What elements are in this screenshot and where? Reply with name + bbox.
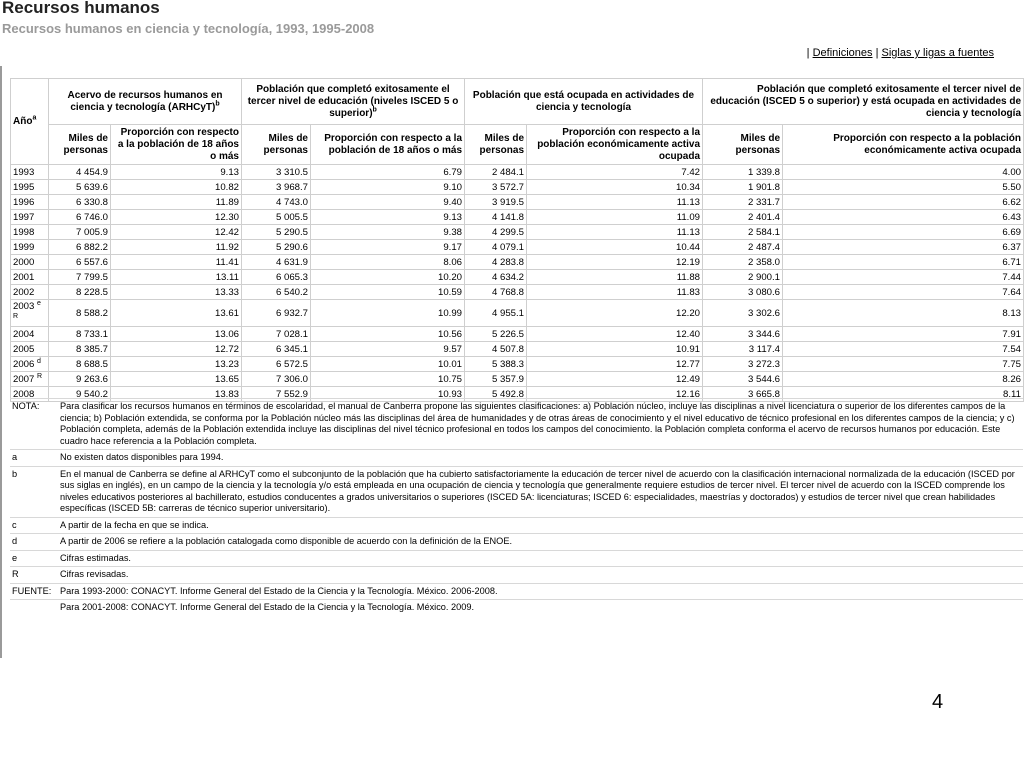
group-header-acervo: Acervo de recursos humanos en ciencia y tecnología (ARHCyT)$^b$ (49, 79, 242, 125)
subheader-proporcion: Proporción con respecto a la población económicamente activa ocupada (783, 125, 1024, 165)
value-cell: 3 968.7 (242, 180, 311, 195)
value-cell: 11.83 (527, 285, 703, 300)
value-cell: 12.42 (111, 225, 242, 240)
table-row (11, 327, 1024, 342)
link-separator: | (806, 47, 810, 59)
note-label: R (10, 567, 58, 584)
value-cell: 6 932.7 (242, 300, 311, 327)
value-cell: 11.13 (527, 225, 703, 240)
value-cell: 7.75 (783, 357, 1024, 372)
value-cell: 4 955.1 (465, 300, 527, 327)
value-cell: 8 228.5 (49, 285, 111, 300)
header-links (807, 47, 994, 59)
note-row (10, 550, 1023, 567)
value-cell: 10.93 (311, 387, 465, 402)
value-cell: 8.26 (783, 372, 1024, 387)
link-separator: | (875, 47, 879, 59)
value-cell: 9.17 (311, 240, 465, 255)
value-cell: 12.77 (527, 357, 703, 372)
value-cell: 10.82 (111, 180, 242, 195)
year-cell: 2002 (11, 285, 49, 300)
value-cell: 6 330.8 (49, 195, 111, 210)
value-cell: 12.19 (527, 255, 703, 270)
value-cell: 12.20 (527, 300, 703, 327)
subheader-miles: Miles de personas (49, 125, 111, 165)
year-cell: 2007 $^R$ (11, 372, 49, 387)
value-cell: 6.71 (783, 255, 1024, 270)
table-row (11, 300, 1024, 327)
value-cell: 9 263.6 (49, 372, 111, 387)
table-row (11, 165, 1024, 180)
year-cell: 2003 $^{e R}$ (11, 300, 49, 327)
note-text: No existen datos disponibles para 1994. (58, 450, 1023, 467)
note-row (10, 567, 1023, 584)
subheader-miles: Miles de personas (703, 125, 783, 165)
year-cell: 2000 (11, 255, 49, 270)
note-text: Cifras estimadas. (58, 550, 1023, 567)
year-cell: 2008 (11, 387, 49, 402)
value-cell: 5 639.6 (49, 180, 111, 195)
table-row (11, 180, 1024, 195)
note-text: A partir de 2006 se refiere a la población catalogada como disponible de acuerdo con la definición de la ENOE. (58, 534, 1023, 551)
value-cell: 2 331.7 (703, 195, 783, 210)
note-row (10, 517, 1023, 534)
value-cell: 10.01 (311, 357, 465, 372)
year-cell: 2001 (11, 270, 49, 285)
value-cell: 9.13 (111, 165, 242, 180)
value-cell: 7.44 (783, 270, 1024, 285)
value-cell: 4 283.8 (465, 255, 527, 270)
value-cell: 10.34 (527, 180, 703, 195)
subheader-proporcion: Proporción con respecto a la población de 18 años o más (111, 125, 242, 165)
value-cell: 4 079.1 (465, 240, 527, 255)
value-cell: 3 302.6 (703, 300, 783, 327)
year-cell: 1995 (11, 180, 49, 195)
year-cell: 1998 (11, 225, 49, 240)
value-cell: 5.50 (783, 180, 1024, 195)
year-cell: 2004 (11, 327, 49, 342)
note-label: d (10, 534, 58, 551)
subheader-proporcion: Proporción con respecto a la población económicamente activa ocupada (527, 125, 703, 165)
value-cell: 10.20 (311, 270, 465, 285)
value-cell: 7 552.9 (242, 387, 311, 402)
subheader-miles: Miles de personas (465, 125, 527, 165)
value-cell: 11.09 (527, 210, 703, 225)
value-cell: 4 299.5 (465, 225, 527, 240)
value-cell: 5 357.9 (465, 372, 527, 387)
value-cell: 4 634.2 (465, 270, 527, 285)
note-row (10, 534, 1023, 551)
value-cell: 3 272.3 (703, 357, 783, 372)
value-cell: 7 306.0 (242, 372, 311, 387)
value-cell: 4 141.8 (465, 210, 527, 225)
value-cell: 8.11 (783, 387, 1024, 402)
value-cell: 7 799.5 (49, 270, 111, 285)
value-cell: 3 572.7 (465, 180, 527, 195)
value-cell: 10.75 (311, 372, 465, 387)
value-cell: 5 290.5 (242, 225, 311, 240)
table-row (11, 255, 1024, 270)
value-cell: 11.41 (111, 255, 242, 270)
value-cell: 10.91 (527, 342, 703, 357)
value-cell: 8 588.2 (49, 300, 111, 327)
note-text: Para 1993-2000: CONACYT. Informe General del Estado de la Ciencia y la Tecnología. México. 2006-2008. (58, 583, 1023, 600)
value-cell: 4 454.9 (49, 165, 111, 180)
value-cell: 12.16 (527, 387, 703, 402)
note-row (10, 399, 1023, 450)
table-row (11, 342, 1024, 357)
value-cell: 8.13 (783, 300, 1024, 327)
value-cell: 4 631.9 (242, 255, 311, 270)
page-subtitle: Recursos humanos en ciencia y tecnología, 1993, 1995-2008 (2, 21, 375, 36)
value-cell: 13.65 (111, 372, 242, 387)
value-cell: 6.69 (783, 225, 1024, 240)
value-cell: 5 492.8 (465, 387, 527, 402)
note-text: A partir de la fecha en que se indica. (58, 517, 1023, 534)
value-cell: 3 344.6 (703, 327, 783, 342)
value-cell: 12.49 (527, 372, 703, 387)
value-cell: 4 743.0 (242, 195, 311, 210)
value-cell: 1 339.8 (703, 165, 783, 180)
note-row (10, 466, 1023, 517)
value-cell: 3 080.6 (703, 285, 783, 300)
value-cell: 7.91 (783, 327, 1024, 342)
note-row (10, 450, 1023, 467)
value-cell: 5 226.5 (465, 327, 527, 342)
year-cell: 2006 $^d$ (11, 357, 49, 372)
value-cell: 4.00 (783, 165, 1024, 180)
note-label: NOTA: (10, 399, 58, 450)
value-cell: 6 557.6 (49, 255, 111, 270)
value-cell: 6 746.0 (49, 210, 111, 225)
value-cell: 8.06 (311, 255, 465, 270)
note-text: Para clasificar los recursos humanos en términos de escolaridad, el manual de Canberra propone las siguientes clasificaciones: a) Población núcleo, incluye las disciplinas a nivel licenciatura o superior de los diferentes campos de la ciencia; b) Población extendida, se conforma por la Población núcleo más las disciplinas del área de humanidades y de otras áreas de conocimiento y el nivel educativo de técnico profesional en los diferentes campos de la ciencia; y c) Población completa, además de la Población extendida incluye las disciplinas del nivel técnico profesional en todos los campos del conocimiento. la Población completa conforma el acervo de recursos humanos por educación. Este cuadro hace referencia a la Población completa. (58, 399, 1023, 450)
value-cell: 13.11 (111, 270, 242, 285)
note-text: Para 2001-2008: CONACYT. Informe General del Estado de la Ciencia y la Tecnología. México. 2009. (58, 600, 1023, 616)
value-cell: 10.99 (311, 300, 465, 327)
value-cell: 9.10 (311, 180, 465, 195)
value-cell: 2 900.1 (703, 270, 783, 285)
value-cell: 11.89 (111, 195, 242, 210)
year-cell: 1996 (11, 195, 49, 210)
value-cell: 8 385.7 (49, 342, 111, 357)
value-cell: 4 507.8 (465, 342, 527, 357)
table-row (11, 285, 1024, 300)
page-title: Recursos humanos (2, 0, 160, 17)
value-cell: 3 544.6 (703, 372, 783, 387)
value-cell: 8 733.1 (49, 327, 111, 342)
left-border (0, 66, 2, 658)
page-number: 4 (932, 691, 944, 713)
note-text: En el manual de Canberra se define al ARHCyT como el subconjunto de la población que ha cubierto satisfactoriamente la educación de tercer nivel de acuerdo con la clasificación internacional normalizada de la educación (ISCED por sus siglas en inglés), en un campo de la ciencia y la tecnología y/o está empleada en una ocupación de ciencia y tecnología que generalmente requiere estudios de tercer nivel. El tercer nivel de acuerdo con la ISCED comprende los niveles educativos posteriores al bachillerato, estudios conducentes a grados universitarios o superiores (ISCED 5A: licenciaturas; ISCED 6: especialidades, maestrías y doctorados) y estudios de tercer nivel que crean habilidades específicas (ISCED 5B: carreras de técnico superior universitario). (58, 466, 1023, 517)
group-header-tercer-nivel: Población que completó exitosamente el tercer nivel de educación (niveles ISCED 5 o superior)$^b$ (242, 79, 465, 125)
value-cell: 6 540.2 (242, 285, 311, 300)
value-cell: 6 572.5 (242, 357, 311, 372)
note-label: a (10, 450, 58, 467)
value-cell: 9 540.2 (49, 387, 111, 402)
note-label: FUENTE: (10, 583, 58, 600)
subheader-proporcion: Proporción con respecto a la población de 18 años o más (311, 125, 465, 165)
value-cell: 9.38 (311, 225, 465, 240)
value-cell: 10.44 (527, 240, 703, 255)
year-cell: 2005 (11, 342, 49, 357)
value-cell: 11.92 (111, 240, 242, 255)
value-cell: 11.13 (527, 195, 703, 210)
value-cell: 6.79 (311, 165, 465, 180)
group-header-tercer-nivel-ocupada: Población que completó exitosamente el tercer nivel de educación (ISCED 5 o superior) y está ocupada en actividades de ciencia y tecnología (703, 79, 1024, 125)
note-row (10, 583, 1023, 600)
table-row (11, 210, 1024, 225)
value-cell: 2 487.4 (703, 240, 783, 255)
note-label: b (10, 466, 58, 517)
value-cell: 7 028.1 (242, 327, 311, 342)
value-cell: 6.43 (783, 210, 1024, 225)
data-table (10, 78, 1024, 402)
table-body (11, 165, 1024, 402)
value-cell: 3 117.4 (703, 342, 783, 357)
value-cell: 3 665.8 (703, 387, 783, 402)
value-cell: 7.64 (783, 285, 1024, 300)
definiciones-link[interactable]: Definiciones (812, 47, 873, 59)
value-cell: 7.54 (783, 342, 1024, 357)
value-cell: 2 358.0 (703, 255, 783, 270)
year-cell: 1997 (11, 210, 49, 225)
value-cell: 2 401.4 (703, 210, 783, 225)
table-row (11, 225, 1024, 240)
subheader-miles: Miles de personas (242, 125, 311, 165)
value-cell: 12.40 (527, 327, 703, 342)
value-cell: 11.88 (527, 270, 703, 285)
notes-table (10, 398, 1023, 616)
note-label (10, 600, 58, 616)
table-row (11, 195, 1024, 210)
note-row (10, 600, 1023, 616)
value-cell: 3 919.5 (465, 195, 527, 210)
value-cell: 13.61 (111, 300, 242, 327)
value-cell: 6 065.3 (242, 270, 311, 285)
value-cell: 5 290.6 (242, 240, 311, 255)
value-cell: 10.59 (311, 285, 465, 300)
table-row (11, 372, 1024, 387)
value-cell: 2 484.1 (465, 165, 527, 180)
note-text: Cifras revisadas. (58, 567, 1023, 584)
value-cell: 8 688.5 (49, 357, 111, 372)
year-header: Año$^a$ (11, 79, 49, 165)
value-cell: 10.56 (311, 327, 465, 342)
year-cell: 1993 (11, 165, 49, 180)
table-row (11, 240, 1024, 255)
value-cell: 9.57 (311, 342, 465, 357)
note-label: e (10, 550, 58, 567)
siglas-link[interactable]: Siglas y ligas a fuentes (881, 47, 994, 59)
value-cell: 9.40 (311, 195, 465, 210)
value-cell: 9.13 (311, 210, 465, 225)
value-cell: 7 005.9 (49, 225, 111, 240)
table-row (11, 357, 1024, 372)
value-cell: 13.23 (111, 357, 242, 372)
value-cell: 5 388.3 (465, 357, 527, 372)
value-cell: 13.06 (111, 327, 242, 342)
year-cell: 1999 (11, 240, 49, 255)
value-cell: 1 901.8 (703, 180, 783, 195)
value-cell: 12.30 (111, 210, 242, 225)
value-cell: 13.33 (111, 285, 242, 300)
value-cell: 7.42 (527, 165, 703, 180)
notes-body (10, 399, 1023, 616)
value-cell: 6.62 (783, 195, 1024, 210)
value-cell: 6 345.1 (242, 342, 311, 357)
value-cell: 6 882.2 (49, 240, 111, 255)
value-cell: 5 005.5 (242, 210, 311, 225)
table-row (11, 270, 1024, 285)
value-cell: 6.37 (783, 240, 1024, 255)
value-cell: 12.72 (111, 342, 242, 357)
value-cell: 4 768.8 (465, 285, 527, 300)
value-cell: 3 310.5 (242, 165, 311, 180)
value-cell: 13.83 (111, 387, 242, 402)
note-label: c (10, 517, 58, 534)
group-header-ocupada: Población que está ocupada en actividades de ciencia y tecnología (465, 79, 703, 125)
value-cell: 2 584.1 (703, 225, 783, 240)
